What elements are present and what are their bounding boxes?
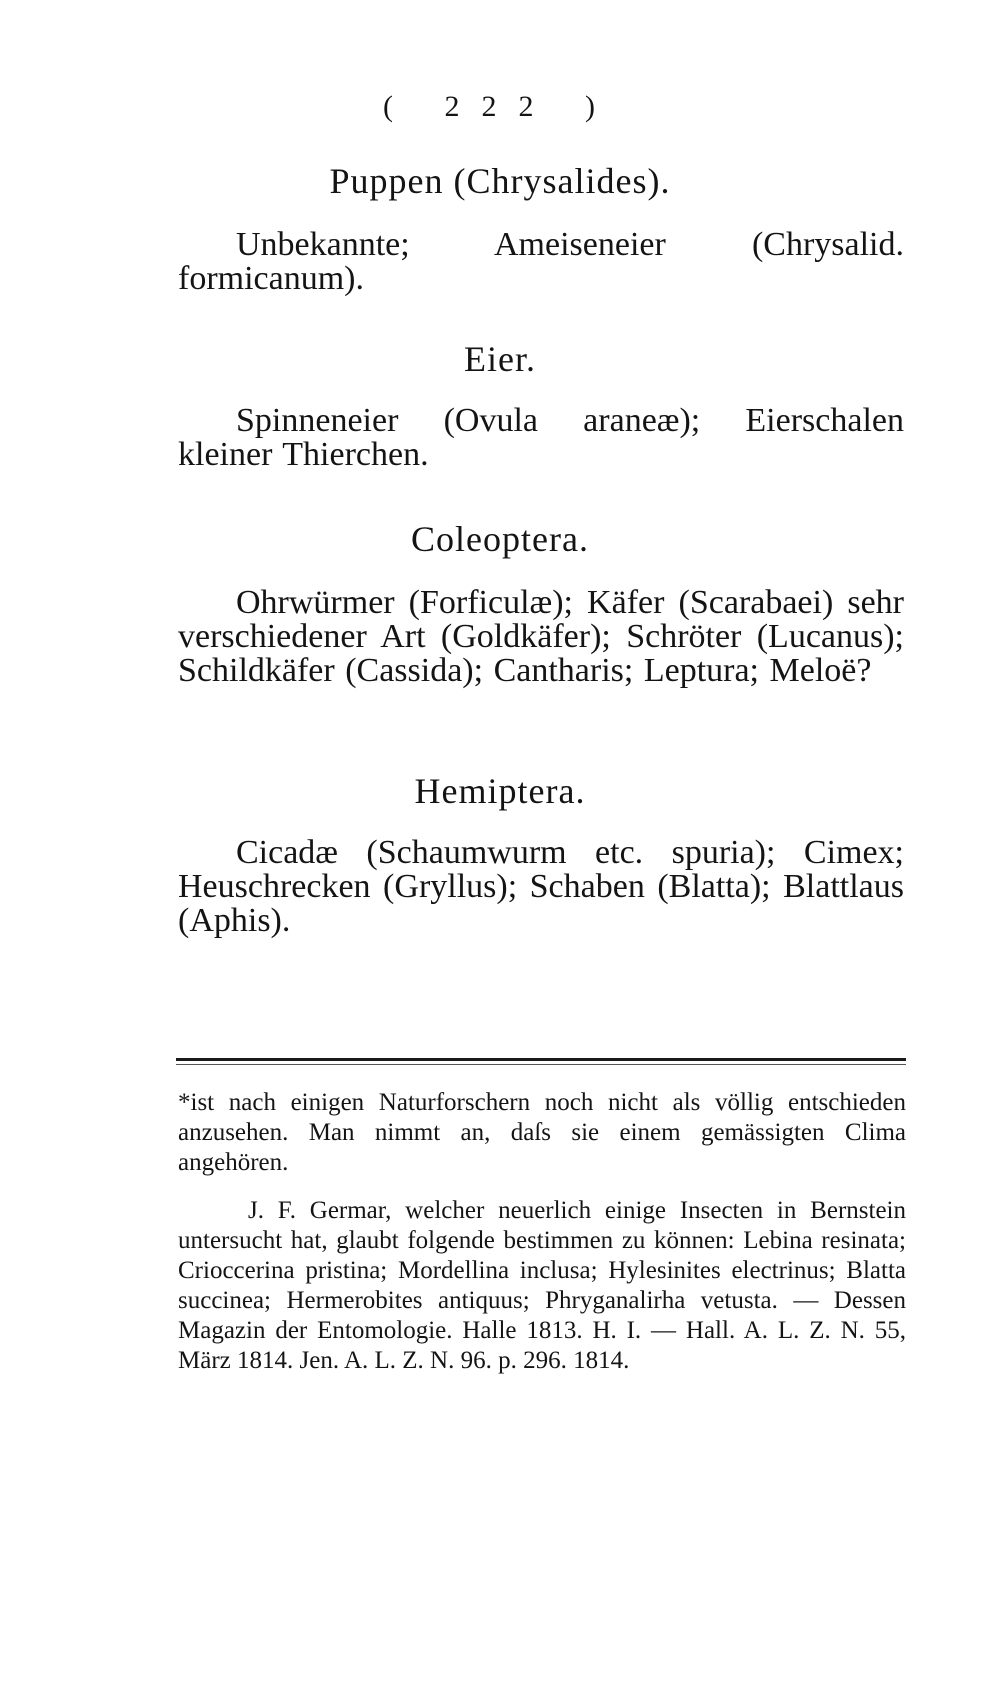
heading-puppen: Puppen (Chrysalides). [329, 161, 671, 201]
heading-coleoptera: Coleoptera. [411, 519, 589, 559]
footnote-second: J. F. Germar, welcher neuerlich einige Insecten in Bernstein untersucht hat, glaubt folgende bestimmen zu können: Lebina resinata; Crioccerina pristina; Mordellina inclusa; Hylesinites electrinus; Blatta succinea; Hermerobites antiquus; Phryganalirha vetusta. — Dessen Magazin der Entomologie. Halle 1813. H. I. — Hall. A. L. Z. N. 55, März 1814. Jen. A. L. Z. N. 96. p. 296. 1814. [178, 1197, 906, 1374]
paragraph-puppen: Unbekannte; Ameiseneier (Chrysalid. formicanum). [178, 226, 904, 297]
footnote-rule-thin [176, 1064, 906, 1065]
footnote-first: *ist nach einigen Naturforschern noch nicht als völlig entschieden anzusehen. Man nimmt an, daſs sie einem gemässigten Clima angehören. [178, 1089, 906, 1176]
paragraph-hemiptera: Cicadæ (Schaumwurm etc. spuria); Cimex; Heuschrecken (Gryllus); Schaben (Blatta); Blattlaus (Aphis). [178, 834, 904, 939]
paragraph-coleoptera: Ohrwürmer (Forficulæ); Käfer (Scarabaei) sehr verschiedener Art (Goldkäfer); Schröter (Lucanus); Schildkäfer (Cassida); Cantharis; Leptura; Meloë? [178, 584, 904, 689]
page-number: ( 222 ) [383, 90, 617, 123]
heading-hemiptera: Hemiptera. [414, 771, 586, 811]
paragraph-eier: Spinneneier (Ovula araneæ); Eierschalen kleiner Thierchen. [178, 402, 904, 473]
heading-eier: Eier. [464, 339, 536, 379]
footnote-rule [176, 1058, 906, 1061]
